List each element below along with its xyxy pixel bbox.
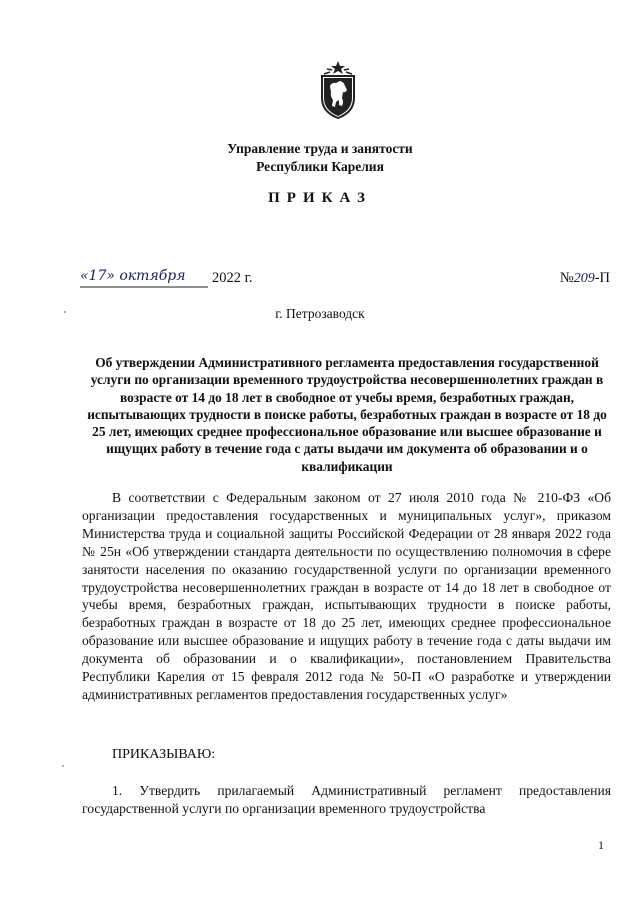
scan-speck xyxy=(62,765,64,767)
order-item-1: 1. Утвердить прилагаемый Административный регламент предоставления государственной услуги по организации временного трудоустройства xyxy=(82,783,611,816)
organization-name-line1: Управление труда и занятости xyxy=(227,141,413,156)
karelia-coat-of-arms-icon xyxy=(318,60,358,120)
page-number: 1 xyxy=(598,838,604,852)
scan-speck xyxy=(64,311,66,313)
number-handwritten: 209 xyxy=(573,271,595,286)
number-sign: № xyxy=(559,270,574,286)
order-word: ПРИКАЗЫВАЮ: xyxy=(112,747,216,762)
document-type-heading: ПРИКАЗ xyxy=(268,190,372,206)
organization-name-line2: Республики Карелия xyxy=(256,159,384,174)
city: г. Петрозаводск xyxy=(275,306,365,321)
preamble-paragraph: В соответствии с Федеральным законом от 27 июля 2010 года № 210-ФЗ «Об организации предоставления государственных и муниципальных услуг», приказом Министерства труда и социальной защиты Российской Федерации от 28 января 2022 года № 25н «Об утверждении стандарта деятельности по осуществлению полномочия в сфере занятости населения по оказанию государственной услуги по организации временного трудоустройства несовершеннолетних граждан в возрасте от 14 до 18 лет в свободное от учебы время, безработных граждан, испытывающих трудности в поиске работы, безработных граждан в возрасте от 18 до 25 лет, имеющих среднее профессиональное образование или высшее образование и ищущих работу в течение года с даты выдачи им документа об образовании и о квалификации», постановлением Правительства Республики Карелия от 15 февраля 2012 года № 50-П «О разработке и утверждении административных регламентов предоставления государственных услуг» xyxy=(82,490,611,702)
date-number-line xyxy=(80,268,610,292)
order-number xyxy=(560,270,610,287)
document-title: Об утверждении Административного регламента предоставления государственной услуги по организации временного трудоустройства несовершеннолетних граждан в возрасте от 14 до 18 лет в свободное от учебы время, безработных граждан, испытывающих трудности в поиске работы, безработных граждан в возрасте от 18 до 25 лет, имеющих среднее профессиональное образование или высшее образование и ищущих работу в течение года с даты выдачи им документа об образовании и о квалификации xyxy=(87,355,607,474)
handwritten-date: «17» октября xyxy=(80,268,186,284)
date-year: 2022 г. xyxy=(212,270,253,286)
number-suffix: -П xyxy=(594,270,610,286)
date-underline xyxy=(80,286,208,290)
